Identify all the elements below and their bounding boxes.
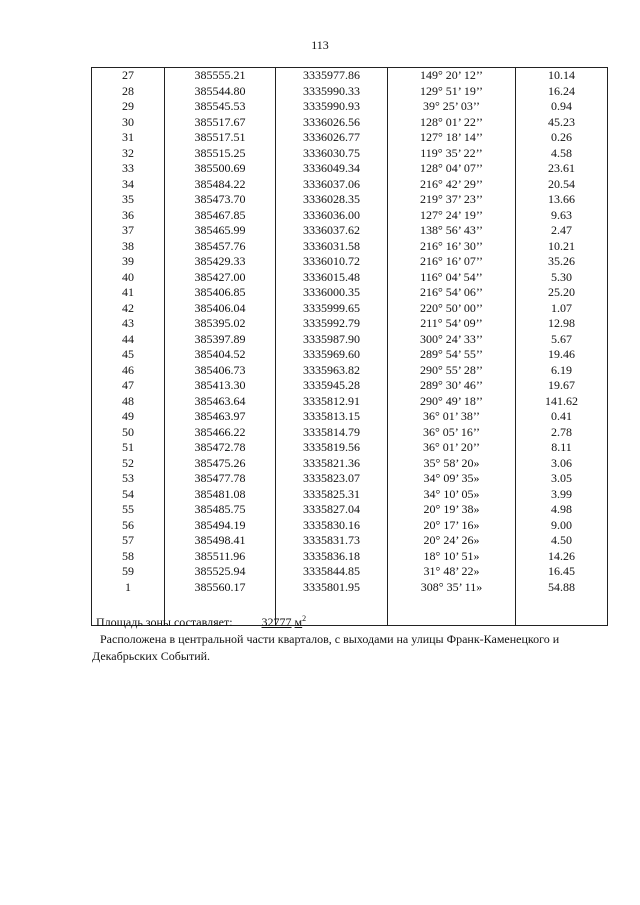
x-coordinate-cell: 385484.22	[165, 177, 276, 193]
bearing-cell: 211° 54’ 09’’	[388, 316, 516, 332]
x-coordinate-cell: 385517.51	[165, 130, 276, 146]
area-unit: м	[294, 615, 303, 629]
distance-cell: 0.26	[516, 130, 608, 146]
distance-cell: 4.58	[516, 146, 608, 162]
point-number-cell: 38	[92, 239, 165, 255]
table-row	[92, 487, 608, 503]
bearing-cell: 219° 37’ 23’’	[388, 192, 516, 208]
table-row	[92, 254, 608, 270]
y-coordinate-cell: 3335990.33	[276, 84, 388, 100]
y-coordinate-cell: 3335821.36	[276, 456, 388, 472]
distance-cell: 5.30	[516, 270, 608, 286]
y-coordinate-cell: 3336037.62	[276, 223, 388, 239]
point-number-cell: 59	[92, 564, 165, 580]
x-coordinate-cell: 385463.64	[165, 394, 276, 410]
blank-cell	[388, 595, 516, 626]
x-coordinate-cell: 385544.80	[165, 84, 276, 100]
bearing-cell: 34° 10’ 05»	[388, 487, 516, 503]
table-row	[92, 378, 608, 394]
table-row	[92, 394, 608, 410]
table-row	[92, 564, 608, 580]
y-coordinate-cell: 3335812.91	[276, 394, 388, 410]
table-row	[92, 146, 608, 162]
x-coordinate-cell: 385545.53	[165, 99, 276, 115]
x-coordinate-cell: 385560.17	[165, 580, 276, 596]
table-row	[92, 549, 608, 565]
distance-cell: 45.23	[516, 115, 608, 131]
table-row	[92, 332, 608, 348]
table-row	[92, 239, 608, 255]
bearing-cell: 20° 17’ 16»	[388, 518, 516, 534]
point-number-cell: 56	[92, 518, 165, 534]
point-number-cell: 52	[92, 456, 165, 472]
bearing-cell: 216° 54’ 06’’	[388, 285, 516, 301]
bearing-cell: 31° 48’ 22»	[388, 564, 516, 580]
location-description	[92, 631, 606, 665]
point-number-cell: 46	[92, 363, 165, 379]
point-number-cell: 45	[92, 347, 165, 363]
table-row	[92, 471, 608, 487]
x-coordinate-cell: 385404.52	[165, 347, 276, 363]
point-number-cell: 43	[92, 316, 165, 332]
y-coordinate-cell: 3336037.06	[276, 177, 388, 193]
y-coordinate-cell: 3335819.56	[276, 440, 388, 456]
y-coordinate-cell: 3335963.82	[276, 363, 388, 379]
point-number-cell: 30	[92, 115, 165, 131]
point-number-cell: 28	[92, 84, 165, 100]
bearing-cell: 20° 19’ 38»	[388, 502, 516, 518]
table-row	[92, 456, 608, 472]
distance-cell: 0.41	[516, 409, 608, 425]
distance-cell: 25.20	[516, 285, 608, 301]
bearing-cell: 216° 42’ 29’’	[388, 177, 516, 193]
y-coordinate-cell: 3335844.85	[276, 564, 388, 580]
x-coordinate-cell: 385555.21	[165, 68, 276, 84]
y-coordinate-cell: 3336026.56	[276, 115, 388, 131]
x-coordinate-cell: 385472.78	[165, 440, 276, 456]
table-row	[92, 409, 608, 425]
bearing-cell: 129° 51’ 19’’	[388, 84, 516, 100]
x-coordinate-cell: 385429.33	[165, 254, 276, 270]
table-row	[92, 223, 608, 239]
bearing-cell: 216° 16’ 07’’	[388, 254, 516, 270]
table-row	[92, 301, 608, 317]
table-row	[92, 363, 608, 379]
distance-cell: 16.45	[516, 564, 608, 580]
bearing-cell: 289° 54’ 55’’	[388, 347, 516, 363]
bearing-cell: 290° 55’ 28’’	[388, 363, 516, 379]
bearing-cell: 36° 05’ 16’’	[388, 425, 516, 441]
point-number-cell: 53	[92, 471, 165, 487]
distance-cell: 10.14	[516, 68, 608, 84]
x-coordinate-cell: 385413.30	[165, 378, 276, 394]
table-row	[92, 99, 608, 115]
point-number-cell: 47	[92, 378, 165, 394]
x-coordinate-cell: 385467.85	[165, 208, 276, 224]
distance-cell: 9.63	[516, 208, 608, 224]
table-row	[92, 208, 608, 224]
table-row	[92, 192, 608, 208]
y-coordinate-cell: 3335987.90	[276, 332, 388, 348]
bearing-cell: 127° 24’ 19’’	[388, 208, 516, 224]
bearing-cell: 216° 16’ 30’’	[388, 239, 516, 255]
point-number-cell: 41	[92, 285, 165, 301]
distance-cell: 5.67	[516, 332, 608, 348]
point-number-cell: 40	[92, 270, 165, 286]
bearing-cell: 289° 30’ 46’’	[388, 378, 516, 394]
bearing-cell: 308° 35’ 11»	[388, 580, 516, 596]
bearing-cell: 35° 58’ 20»	[388, 456, 516, 472]
location-line-2: Декабрьских Событий.	[92, 649, 211, 663]
y-coordinate-cell: 3335836.18	[276, 549, 388, 565]
point-number-cell: 51	[92, 440, 165, 456]
distance-cell: 2.47	[516, 223, 608, 239]
table-row	[92, 130, 608, 146]
table-row	[92, 533, 608, 549]
point-number-cell: 57	[92, 533, 165, 549]
y-coordinate-cell: 3336049.34	[276, 161, 388, 177]
y-coordinate-cell: 3336031.58	[276, 239, 388, 255]
distance-cell: 141.62	[516, 394, 608, 410]
y-coordinate-cell: 3335801.95	[276, 580, 388, 596]
distance-cell: 19.46	[516, 347, 608, 363]
point-number-cell: 32	[92, 146, 165, 162]
bearing-cell: 18° 10’ 51»	[388, 549, 516, 565]
bearing-cell: 127° 18’ 14’’	[388, 130, 516, 146]
table-row	[92, 440, 608, 456]
bearing-cell: 290° 49’ 18’’	[388, 394, 516, 410]
x-coordinate-cell: 385494.19	[165, 518, 276, 534]
y-coordinate-cell: 3335813.15	[276, 409, 388, 425]
x-coordinate-cell: 385406.85	[165, 285, 276, 301]
x-coordinate-cell: 385498.41	[165, 533, 276, 549]
bearing-cell: 138° 56’ 43’’	[388, 223, 516, 239]
table-row	[92, 316, 608, 332]
distance-cell: 3.05	[516, 471, 608, 487]
y-coordinate-cell: 3336028.35	[276, 192, 388, 208]
point-number-cell: 49	[92, 409, 165, 425]
x-coordinate-cell: 385397.89	[165, 332, 276, 348]
point-number-cell: 58	[92, 549, 165, 565]
point-number-cell: 31	[92, 130, 165, 146]
table-row	[92, 285, 608, 301]
distance-cell: 19.67	[516, 378, 608, 394]
point-number-cell: 54	[92, 487, 165, 503]
table-row	[92, 161, 608, 177]
x-coordinate-cell: 385406.73	[165, 363, 276, 379]
x-coordinate-cell: 385465.99	[165, 223, 276, 239]
y-coordinate-cell: 3336015.48	[276, 270, 388, 286]
table-row	[92, 518, 608, 534]
x-coordinate-cell: 385406.04	[165, 301, 276, 317]
y-coordinate-cell: 3336026.77	[276, 130, 388, 146]
point-number-cell: 50	[92, 425, 165, 441]
blank-cell	[516, 595, 608, 626]
y-coordinate-cell: 3335830.16	[276, 518, 388, 534]
point-number-cell: 1	[92, 580, 165, 596]
distance-cell: 20.54	[516, 177, 608, 193]
location-line-1: Расположена в центральной части кварталов, с выходами на улицы Франк-Каменецкого и	[100, 632, 560, 646]
coordinates-table-body	[92, 68, 608, 626]
bearing-cell: 39° 25’ 03’’	[388, 99, 516, 115]
table-row	[92, 115, 608, 131]
distance-cell: 35.26	[516, 254, 608, 270]
table-row	[92, 580, 608, 596]
distance-cell: 54.88	[516, 580, 608, 596]
table-row	[92, 425, 608, 441]
distance-cell: 12.98	[516, 316, 608, 332]
bearing-cell: 20° 24’ 26»	[388, 533, 516, 549]
bearing-cell: 34° 09’ 35»	[388, 471, 516, 487]
point-number-cell: 37	[92, 223, 165, 239]
area-value: 32777	[261, 615, 292, 629]
x-coordinate-cell: 385511.96	[165, 549, 276, 565]
y-coordinate-cell: 3335825.31	[276, 487, 388, 503]
x-coordinate-cell: 385481.08	[165, 487, 276, 503]
point-number-cell: 27	[92, 68, 165, 84]
y-coordinate-cell: 3335831.73	[276, 533, 388, 549]
bearing-cell: 119° 35’ 22’’	[388, 146, 516, 162]
bearing-cell: 36° 01’ 20’’	[388, 440, 516, 456]
point-number-cell: 55	[92, 502, 165, 518]
y-coordinate-cell: 3335814.79	[276, 425, 388, 441]
y-coordinate-cell: 3336036.00	[276, 208, 388, 224]
distance-cell: 13.66	[516, 192, 608, 208]
point-number-cell: 35	[92, 192, 165, 208]
coordinates-table	[91, 67, 608, 626]
area-label: Площадь зоны составляет:	[96, 615, 233, 629]
distance-cell: 14.26	[516, 549, 608, 565]
x-coordinate-cell: 385395.02	[165, 316, 276, 332]
x-coordinate-cell: 385515.25	[165, 146, 276, 162]
point-number-cell: 33	[92, 161, 165, 177]
x-coordinate-cell: 385477.78	[165, 471, 276, 487]
y-coordinate-cell: 3335992.79	[276, 316, 388, 332]
distance-cell: 6.19	[516, 363, 608, 379]
y-coordinate-cell: 3335990.93	[276, 99, 388, 115]
y-coordinate-cell: 3335827.04	[276, 502, 388, 518]
y-coordinate-cell: 3335823.07	[276, 471, 388, 487]
bearing-cell: 36° 01’ 38’’	[388, 409, 516, 425]
point-number-cell: 36	[92, 208, 165, 224]
distance-cell: 16.24	[516, 84, 608, 100]
distance-cell: 2.78	[516, 425, 608, 441]
bearing-cell: 220° 50’ 00’’	[388, 301, 516, 317]
x-coordinate-cell: 385500.69	[165, 161, 276, 177]
table-row	[92, 84, 608, 100]
bearing-cell: 149° 20’ 12’’	[388, 68, 516, 84]
x-coordinate-cell: 385463.97	[165, 409, 276, 425]
point-number-cell: 42	[92, 301, 165, 317]
x-coordinate-cell: 385517.67	[165, 115, 276, 131]
distance-cell: 8.11	[516, 440, 608, 456]
bearing-cell: 128° 01’ 22’’	[388, 115, 516, 131]
distance-cell: 0.94	[516, 99, 608, 115]
point-number-cell: 44	[92, 332, 165, 348]
distance-cell: 4.98	[516, 502, 608, 518]
y-coordinate-cell: 3335945.28	[276, 378, 388, 394]
table-row	[92, 177, 608, 193]
x-coordinate-cell: 385485.75	[165, 502, 276, 518]
distance-cell: 3.06	[516, 456, 608, 472]
y-coordinate-cell: 3335999.65	[276, 301, 388, 317]
distance-cell: 10.21	[516, 239, 608, 255]
page-number: 113	[311, 38, 329, 52]
y-coordinate-cell: 3336030.75	[276, 146, 388, 162]
table-row	[92, 347, 608, 363]
bearing-cell: 300° 24’ 33’’	[388, 332, 516, 348]
point-number-cell: 39	[92, 254, 165, 270]
table-row	[92, 68, 608, 84]
x-coordinate-cell: 385457.76	[165, 239, 276, 255]
area-unit-power: 2	[302, 614, 307, 623]
table-row	[92, 502, 608, 518]
x-coordinate-cell: 385525.94	[165, 564, 276, 580]
distance-cell: 1.07	[516, 301, 608, 317]
distance-cell: 9.00	[516, 518, 608, 534]
y-coordinate-cell: 3335969.60	[276, 347, 388, 363]
bearing-cell: 128° 04’ 07’’	[388, 161, 516, 177]
point-number-cell: 34	[92, 177, 165, 193]
distance-cell: 4.50	[516, 533, 608, 549]
x-coordinate-cell: 385475.26	[165, 456, 276, 472]
area-line	[96, 614, 306, 630]
y-coordinate-cell: 3336010.72	[276, 254, 388, 270]
table-row	[92, 270, 608, 286]
point-number-cell: 48	[92, 394, 165, 410]
x-coordinate-cell: 385473.70	[165, 192, 276, 208]
y-coordinate-cell: 3336000.35	[276, 285, 388, 301]
x-coordinate-cell: 385466.22	[165, 425, 276, 441]
distance-cell: 23.61	[516, 161, 608, 177]
bearing-cell: 116° 04’ 54’’	[388, 270, 516, 286]
y-coordinate-cell: 3335977.86	[276, 68, 388, 84]
x-coordinate-cell: 385427.00	[165, 270, 276, 286]
distance-cell: 3.99	[516, 487, 608, 503]
point-number-cell: 29	[92, 99, 165, 115]
